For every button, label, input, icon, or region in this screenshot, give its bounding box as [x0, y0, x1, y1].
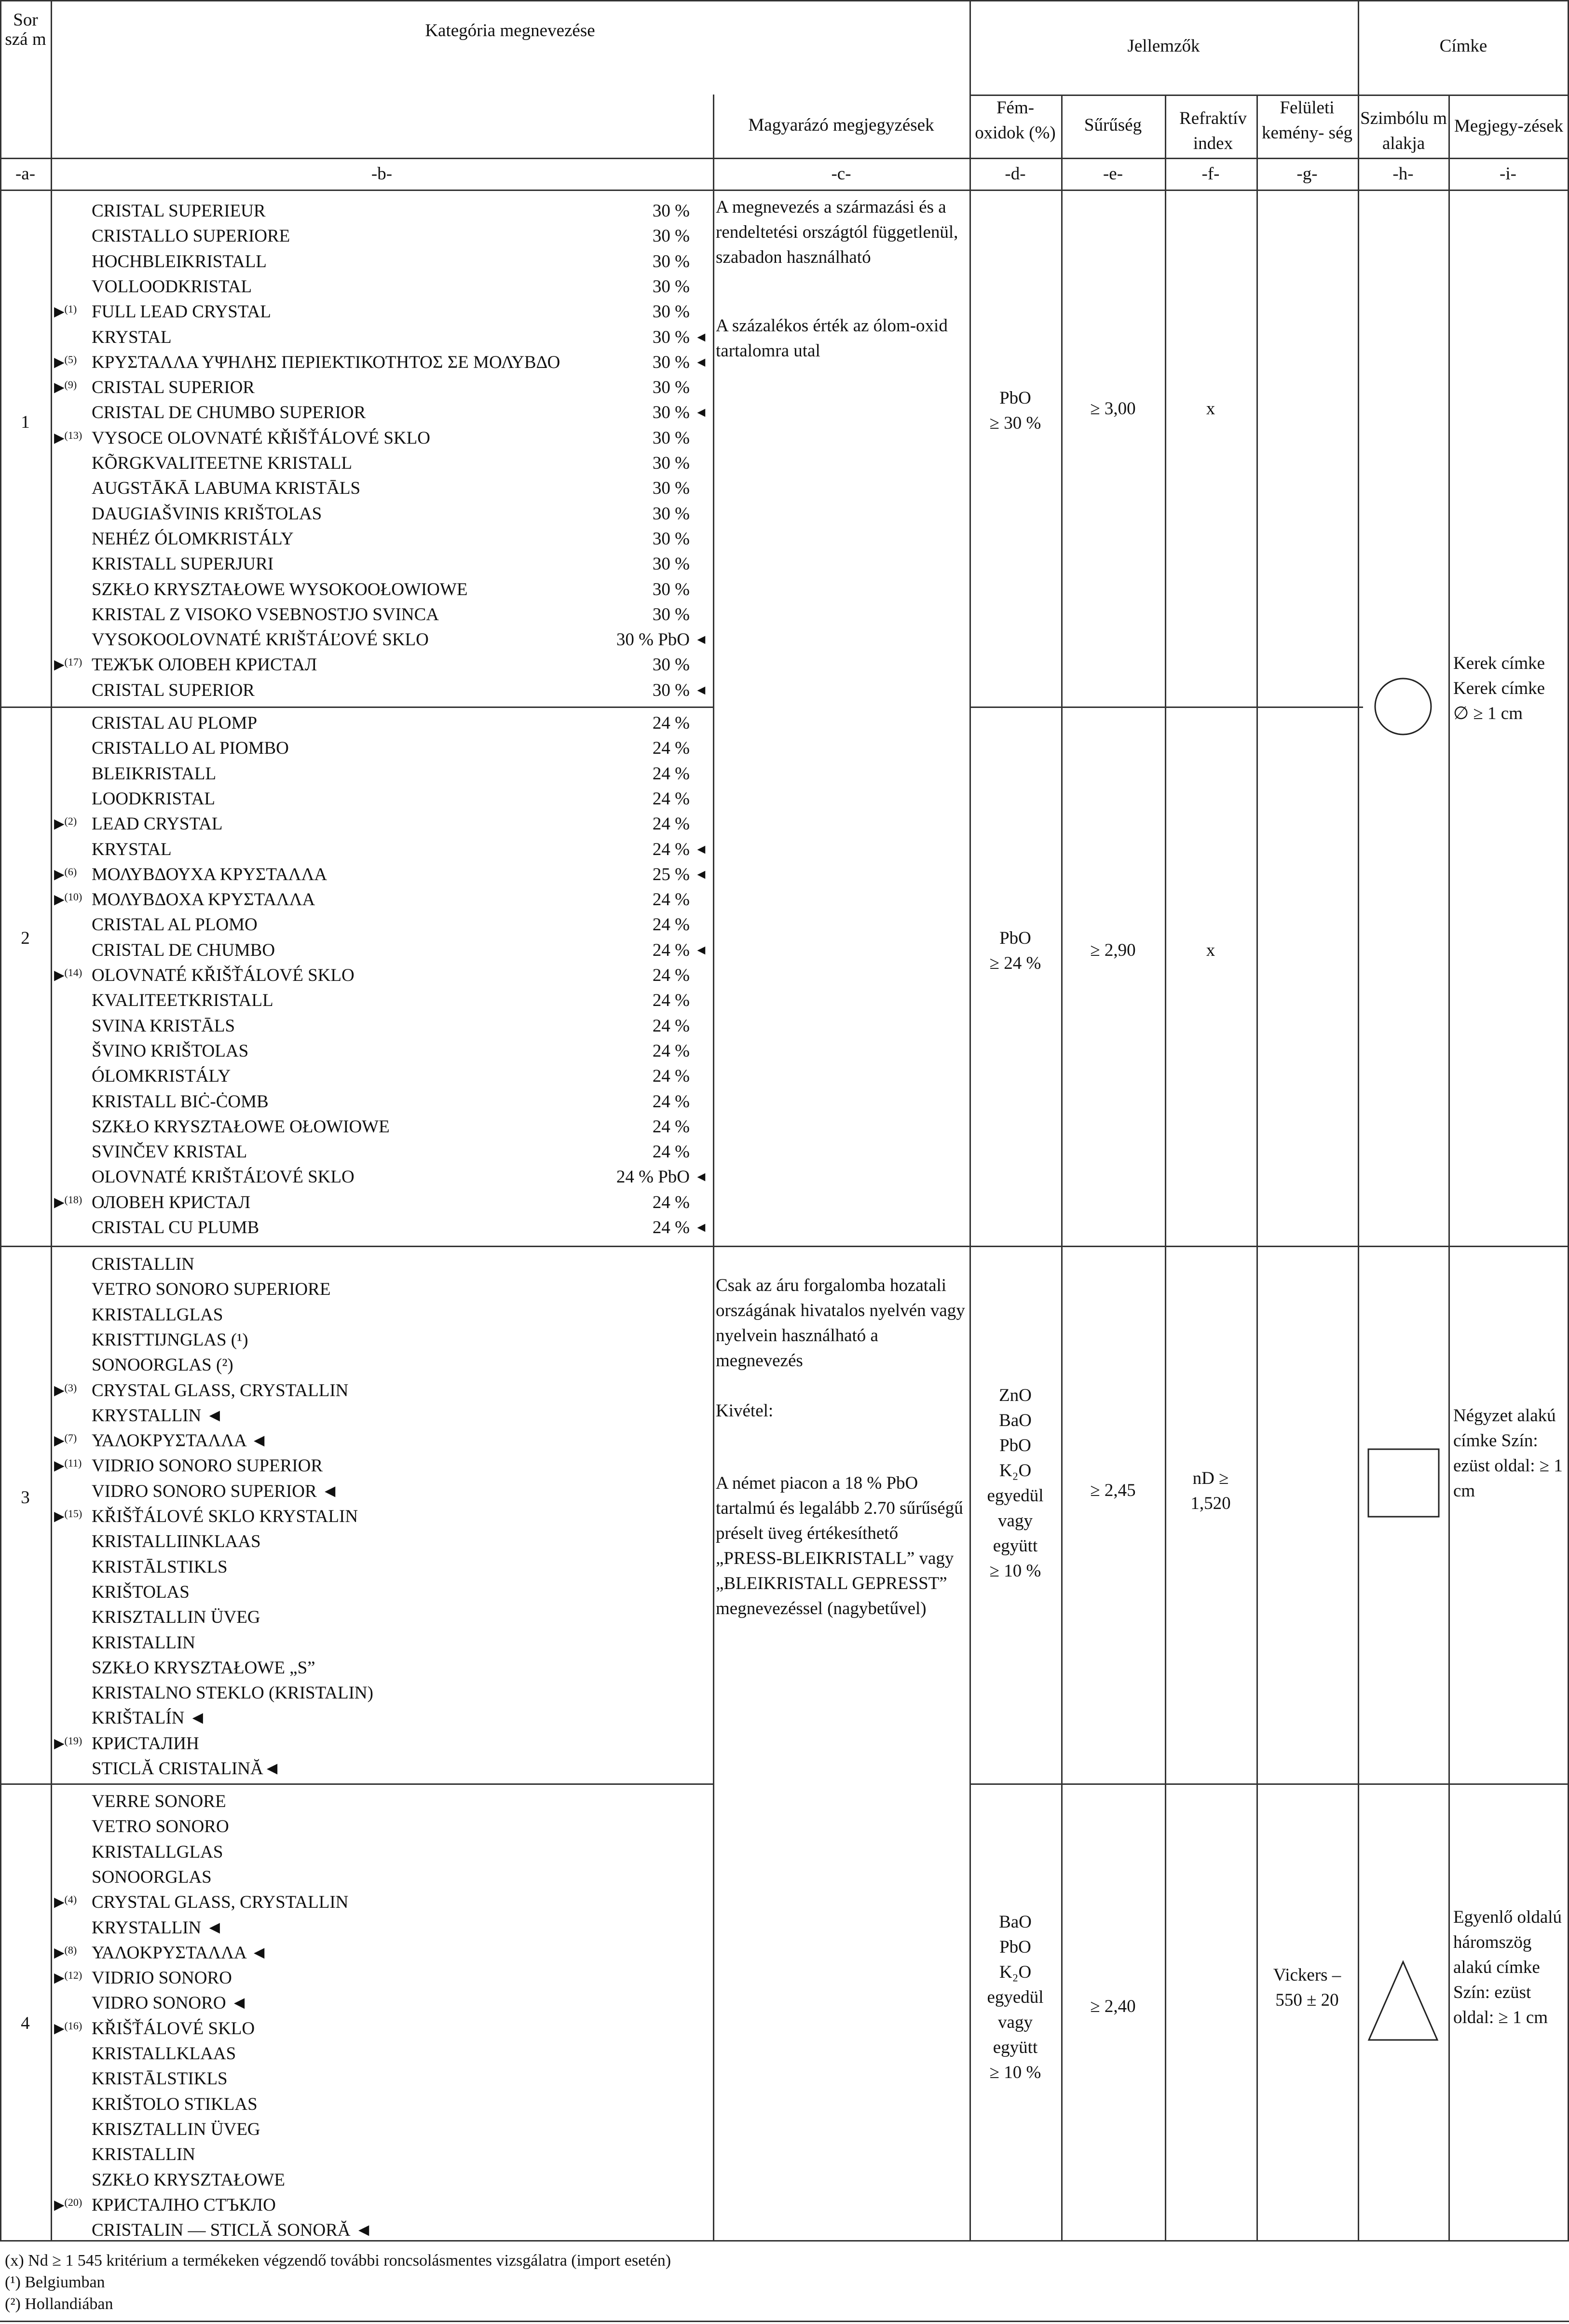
category-name: AUGSTĀKĀ LABUMA KRISTĀLS — [92, 478, 361, 499]
category-name: OLOVNATÉ KŘIŠŤÁLOVÉ SKLO — [92, 965, 355, 985]
percentage-value: 24 % PbO — [616, 1167, 690, 1187]
col-rule-h-left — [1358, 0, 1359, 2242]
footnote-marker: ▶$^{(15)}$ — [54, 1508, 82, 1524]
amendment-marker: ◄ — [695, 1169, 708, 1185]
footnote-marker: ▶$^{(4)}$ — [54, 1893, 77, 1910]
category-name: HOCHBLEIKRISTALL — [92, 251, 267, 272]
percentage-value: 30 % — [652, 276, 690, 297]
percentage-value: 25 % — [652, 864, 690, 884]
triangle-label-symbol — [1358, 1958, 1448, 2045]
category-name: КРИСТАЛИН — [92, 1733, 199, 1753]
category-name: KRISTALL SUPERJURI — [92, 554, 274, 574]
header-sorszam: Sor szá m — [5, 10, 46, 49]
amendment-marker: ◄ — [695, 405, 708, 421]
category-name: OLOVNATÉ KRIŠTÁĽOVÉ SKLO — [92, 1167, 355, 1187]
row3-bottom-rule — [0, 1783, 713, 1785]
refractive-row3: nD ≥ 1,520 — [1190, 1468, 1231, 1513]
amendment-marker: ◄ — [695, 942, 708, 958]
footnote-marker: ▶$^{(20)}$ — [54, 2196, 82, 2213]
footnote-marker: ▶$^{(9)}$ — [54, 379, 77, 395]
category-name: KRISTALLIN — [92, 1632, 195, 1653]
footnote-marker: ▶$^{(14)}$ — [54, 966, 82, 983]
oxide-line: együtt — [993, 2038, 1038, 2057]
category-name: KRISTALLGLAS — [92, 1842, 223, 1862]
col-rule-a-left — [0, 0, 1, 2242]
category-name: KRISTALLIN — [92, 2145, 195, 2165]
category-name: КРИСТАЛНО СТЪКЛО — [92, 2195, 276, 2215]
category-name: KRISZTALLIN ÜVEG — [92, 1607, 260, 1628]
header-kategoria: Kategória megnevezése — [425, 21, 595, 41]
note-row1-a: A megnevezés a származási és a rendeltetési országtól függetlenül, szabadon használható — [716, 197, 958, 267]
header-jellemzok: Jellemzők — [1127, 36, 1200, 56]
percentage-value: 24 % — [652, 1192, 690, 1212]
percentage-value: 24 % — [652, 940, 690, 960]
footnote-marker: ▶$^{(3)}$ — [54, 1381, 77, 1398]
percentage-value: 24 % — [652, 1016, 690, 1036]
category-name: CRISTAL AU PLOMP — [92, 713, 258, 733]
category-name: KRISTTIJNGLAS (¹) — [92, 1330, 248, 1350]
amendment-marker: ◄ — [695, 867, 708, 882]
percentage-value: 24 % — [652, 965, 690, 985]
category-name: KRISTĀLSTIKLS — [92, 1557, 228, 1577]
percentage-value: 24 % — [652, 991, 690, 1011]
category-name: KRISTĀLSTIKLS — [92, 2069, 228, 2089]
oxide-line: ≥ 10 % — [989, 2063, 1041, 2082]
col-letter-c: -c- — [831, 164, 851, 184]
category-name: VIDRIO SONORO SUPERIOR — [92, 1456, 323, 1476]
oxide-line: K₂O — [999, 1461, 1032, 1481]
category-name: VETRO SONORO — [92, 1817, 229, 1837]
percentage-value: 30 % — [652, 378, 690, 398]
footnote-marker: ▶$^{(18)}$ — [54, 1193, 82, 1210]
category-name: KRISTALNO STEKLO (KRISTALIN) — [92, 1683, 373, 1703]
col-rule-d-left — [969, 0, 971, 2242]
refractive-row1: x — [1206, 399, 1215, 419]
percentage-value: 24 % — [652, 1142, 690, 1162]
oxide-line: K₂O — [999, 1962, 1032, 1982]
category-name: CRISTALLO AL PIOMBO — [92, 738, 289, 759]
oxide-line: PbO — [999, 928, 1031, 948]
category-name: CRISTAL SUPERIOR — [92, 378, 255, 398]
category-name: KRYSTAL — [92, 327, 172, 347]
category-name: KŘIŠŤÁLOVÉ SKLO — [92, 2018, 255, 2039]
percentage-value: 24 % — [652, 839, 690, 859]
density-row3: ≥ 2,45 — [1090, 1481, 1136, 1500]
category-name: VIDRO SONORO SUPERIOR ◄ — [92, 1481, 339, 1501]
amendment-marker: ◄ — [695, 354, 708, 370]
footnote-marker: ▶$^{(13)}$ — [54, 429, 82, 446]
row-number: 2 — [21, 928, 30, 948]
category-name: KRISZTALLIN ÜVEG — [92, 2119, 260, 2139]
footnote-marker: ▶$^{(2)}$ — [54, 815, 77, 832]
metal-oxides-row2 — [969, 926, 1061, 976]
oxide-line: vagy — [998, 1511, 1033, 1531]
footnote-1: (¹) Belgiumban — [5, 2273, 105, 2291]
oxide-line: ≥ 24 % — [989, 953, 1041, 973]
category-name: VIDRIO SONORO — [92, 1968, 232, 1988]
category-name: CRYSTAL GLASS, CRYSTALLIN — [92, 1892, 349, 1913]
category-name: KRISTALL BIĊ-ĊOMB — [92, 1091, 269, 1112]
note-row3-a: Csak az áru forgalomba hozatali országának hivatalos nyelvén vagy nyelvein használható a megnevezés — [716, 1276, 965, 1371]
category-name: CRISTAL SUPERIEUR — [92, 201, 266, 221]
percentage-value: 30 % — [652, 478, 690, 499]
category-name: KRISTALLIINKLAAS — [92, 1532, 261, 1552]
col-rule-g-left — [1256, 95, 1258, 2242]
category-name: KRYSTALLIN ◄ — [92, 1405, 224, 1426]
percentage-value: 30 % — [652, 302, 690, 322]
header-szimbolum: Szimbólu m alakja — [1360, 109, 1447, 153]
category-name: CRISTAL DE CHUMBO — [92, 940, 275, 960]
percentage-value: 30 % PbO — [616, 630, 690, 650]
percentage-value: 24 % — [652, 890, 690, 910]
percentage-value: 24 % — [652, 1218, 690, 1237]
refractive-row2: x — [1206, 940, 1215, 960]
metal-oxides-row3 — [969, 1383, 1061, 1584]
category-name: CRISTALLO SUPERIORE — [92, 226, 290, 246]
row-number: 4 — [21, 2013, 30, 2033]
row1-bottom-rule-right — [969, 707, 1363, 708]
note-row1-b: A százalékos érték az ólom-oxid tartalomra utal — [716, 316, 948, 361]
category-name: KÕRGKVALITEETNE KRISTALL — [92, 453, 352, 473]
percentage-value: 24 % — [652, 1116, 690, 1137]
footnote-marker: ▶$^{(17)}$ — [54, 656, 82, 673]
percentage-value: 30 % — [652, 226, 690, 246]
table-top-border — [0, 0, 1569, 1]
category-name: ΥΑΛΟΚΡΥΣΤΑΛΛΑ ◄ — [92, 1431, 268, 1451]
header-magyarazo: Magyarázó megjegyzések — [748, 115, 934, 135]
footnote-marker: ▶$^{(8)}$ — [54, 1943, 77, 1960]
col-letter-a: -a- — [15, 164, 36, 184]
header-suruseg: Sűrűség — [1084, 115, 1142, 135]
percentage-value: 30 % — [652, 403, 690, 423]
category-name: SZKŁO KRYSZTAŁOWE OŁOWIOWE — [92, 1116, 390, 1137]
circle-shape-icon — [1358, 670, 1448, 743]
percentage-value: 30 % — [652, 604, 690, 625]
category-name: LEAD CRYSTAL — [92, 814, 223, 834]
square-label-symbol — [1358, 1447, 1448, 1519]
density-row1: ≥ 3,00 — [1090, 399, 1136, 419]
percentage-value: 24 % — [652, 915, 690, 935]
col-letter-e: -e- — [1103, 164, 1123, 184]
footnote-marker: ▶$^{(16)}$ — [54, 2019, 82, 2036]
percentage-value: 30 % — [652, 554, 690, 574]
category-name: KŘIŠŤÁLOVÉ SKLO KRYSTALIN — [92, 1507, 358, 1526]
category-name: SVINA KRISTĀLS — [92, 1016, 235, 1036]
category-name: VERRE SONORE — [92, 1792, 226, 1811]
oxide-line: egyedül — [987, 1987, 1044, 2007]
percentage-value: 24 % — [652, 788, 690, 809]
category-name: SVINČEV KRISTAL — [92, 1142, 247, 1162]
category-name: KRIŠTALÍN ◄ — [92, 1708, 207, 1728]
remark-square: Négyzet alakú címke Szín: ezüst oldal: ≥ 1 cm — [1453, 1406, 1563, 1501]
col-letter-h: -h- — [1392, 164, 1414, 184]
col-rule-i-left — [1448, 95, 1450, 2242]
category-name: ОЛОВЕН КРИСТАЛ — [92, 1192, 251, 1212]
note-row3-c: A német piacon a 18 % PbO tartalmú és legalább 2.70 sűrűségű préselt üveg értékesíthető „PRESS-BLEIKRISTALL” vagy „BLEIKRISTALL GEPRESST” megnevezéssel (nagybetűvel) — [716, 1473, 963, 1618]
footnote-rule — [0, 2321, 1569, 2322]
footnote-marker: ▶$^{(7)}$ — [54, 1432, 77, 1449]
category-name: ÓLOMKRISTÁLY — [92, 1066, 231, 1087]
oxide-line: BaO — [999, 1912, 1032, 1932]
footnote-marker: ▶$^{(19)}$ — [54, 1734, 82, 1751]
category-name: KVALITEETKRISTALL — [92, 991, 273, 1011]
oxide-line: PbO — [999, 1436, 1031, 1455]
category-name: CRISTALIN — STICLĂ SONORĂ ◄ — [92, 2220, 373, 2241]
category-name: FULL LEAD CRYSTAL — [92, 302, 271, 322]
percentage-value: 30 % — [652, 352, 690, 372]
category-name: BLEIKRISTALL — [92, 763, 217, 784]
row2-bottom-rule — [0, 1246, 1569, 1247]
category-name: SZKŁO KRYSZTAŁOWE — [92, 2170, 285, 2190]
letters-bottom-rule — [0, 190, 1569, 191]
amendment-marker: ◄ — [695, 329, 708, 345]
metal-oxides-row1 — [969, 386, 1061, 436]
header-bottom-rule — [0, 158, 1569, 159]
category-name: KRISTALLGLAS — [92, 1305, 223, 1325]
oxide-line: PbO — [999, 388, 1031, 408]
remark-circle: Kerek címke Kerek címke ∅ ≥ 1 cm — [1453, 653, 1545, 723]
footnote-marker: ▶$^{(1)}$ — [54, 303, 77, 320]
percentage-value: 24 % — [652, 814, 690, 834]
row3-bottom-rule-right — [969, 1783, 1569, 1785]
row1-bottom-rule — [0, 707, 713, 708]
triangle-shape-icon — [1358, 1958, 1448, 2045]
oxide-line: egyedül — [987, 1486, 1044, 1506]
category-name: CRYSTAL GLASS, CRYSTALLIN — [92, 1380, 349, 1400]
category-name: SONOORGLAS — [92, 1867, 212, 1887]
col-letter-d: -d- — [1005, 164, 1026, 184]
percentage-value: 30 % — [652, 655, 690, 675]
oxide-line: BaO — [999, 1411, 1032, 1430]
footnote-marker: ▶$^{(5)}$ — [54, 353, 77, 370]
density-row2: ≥ 2,90 — [1090, 940, 1136, 960]
category-name: CRISTALLIN — [92, 1254, 194, 1274]
percentage-value: 30 % — [652, 327, 690, 347]
footnote-x: (x) Nd ≥ 1 545 kritérium a termékeken végzendő további roncsolásmentes vizsgálatra (import esetén) — [5, 2252, 671, 2270]
category-name: SZKŁO KRYSZTAŁOWE WYSOKOOŁOWIOWE — [92, 579, 468, 599]
density-row4: ≥ 2,40 — [1090, 1997, 1136, 2016]
percentage-value: 30 % — [652, 428, 690, 448]
amendment-marker: ◄ — [695, 682, 708, 698]
category-name: CRISTAL AL PLOMO — [92, 915, 258, 935]
category-name: DAUGIAŠVINIS KRIŠTOLAS — [92, 503, 322, 524]
percentage-value: 30 % — [652, 680, 690, 700]
percentage-value: 24 % — [652, 1091, 690, 1112]
category-name: VYSOKOOLOVNATÉ KRIŠTÁĽOVÉ SKLO — [92, 630, 429, 650]
category-name: ТЕЖЪК ОЛОВЕН КРИСТАЛ — [92, 655, 317, 675]
header-femoxidok: Fém- oxidok (%) — [975, 98, 1056, 143]
percentage-value: 30 % — [652, 251, 690, 272]
row-number: 1 — [21, 412, 30, 432]
col-letter-i: -i- — [1500, 164, 1516, 184]
oxide-line: ZnO — [999, 1386, 1032, 1405]
footnote-marker: ▶$^{(12)}$ — [54, 1969, 82, 1986]
oxide-line: ≥ 30 % — [989, 413, 1041, 433]
col-rule-b-left — [51, 0, 52, 2242]
percentage-value: 24 % — [652, 1041, 690, 1061]
row-number: 3 — [21, 1488, 30, 1508]
category-name: KRISTAL Z VISOKO VSEBNOSTJO SVINCA — [92, 604, 439, 625]
percentage-value: 24 % — [652, 738, 690, 759]
oxide-line: vagy — [998, 2012, 1033, 2032]
category-name: VYSOCE OLOVNATÉ KŘIŠŤÁLOVÉ SKLO — [92, 428, 430, 448]
category-name: SONOORGLAS (²) — [92, 1355, 233, 1375]
percentage-value: 30 % — [652, 579, 690, 599]
category-name: CRISTAL SUPERIOR — [92, 680, 255, 700]
col-letter-f: -f- — [1201, 164, 1220, 184]
category-name: KRYSTAL — [92, 839, 172, 859]
percentage-value: 24 % — [652, 713, 690, 733]
header-feluleti: Felületi kemény- ség — [1261, 98, 1353, 143]
col-rule-c-left — [713, 95, 714, 2242]
percentage-value: 30 % — [652, 201, 690, 221]
percentage-value: 30 % — [652, 453, 690, 473]
amendment-marker: ◄ — [695, 632, 708, 648]
category-name: VETRO SONORO SUPERIORE — [92, 1279, 331, 1300]
category-name: LOODKRISTAL — [92, 788, 216, 809]
category-name: KRYSTALLIN ◄ — [92, 1917, 224, 1938]
category-name: CRISTAL DE CHUMBO SUPERIOR — [92, 403, 366, 423]
category-name: STICLĂ CRISTALINĂ◄ — [92, 1759, 281, 1779]
category-name: VIDRO SONORO ◄ — [92, 1993, 248, 2013]
category-name: KRISTALLKLAAS — [92, 2044, 236, 2064]
footnote-marker: ▶$^{(6)}$ — [54, 865, 77, 882]
footnote-marker: ▶$^{(10)}$ — [54, 891, 82, 908]
square-shape-icon — [1358, 1447, 1448, 1519]
category-name: ΜΟΛΥΒΔΟΥΧΑ ΚΡΥΣΤΑΛΛΑ — [92, 864, 327, 884]
circle-label-symbol — [1358, 670, 1448, 743]
header-refraktiv: Refraktív index — [1179, 109, 1247, 153]
category-name: ΜΟΛΥΒΔΟΧΑ ΚΡΥΣΤΑΛΛΑ — [92, 890, 315, 910]
category-name: KRIŠTOLO STIKLAS — [92, 2094, 258, 2114]
hardness-row4: Vickers – 550 ± 20 — [1273, 1965, 1341, 2010]
oxide-line: együtt — [993, 1536, 1038, 1556]
amendment-marker: ◄ — [695, 842, 708, 857]
oxide-line: PbO — [999, 1937, 1031, 1957]
percentage-value: 30 % — [652, 529, 690, 549]
percentage-value: 24 % — [652, 763, 690, 784]
category-name: SZKŁO KRYSZTAŁOWE „S” — [92, 1658, 315, 1678]
header-megjegyzesek: Megjegy-zések — [1454, 116, 1563, 136]
category-name: ŠVINO KRIŠTOLAS — [92, 1041, 249, 1061]
remark-triangle: Egyenlő oldalú háromszög alakú címke Szín: ezüst oldal: ≥ 1 cm — [1453, 1907, 1562, 2027]
col-letter-b: -b- — [371, 164, 393, 184]
amendment-marker: ◄ — [695, 1220, 708, 1235]
category-name: VOLLOODKRISTAL — [92, 276, 252, 297]
category-name: CRISTAL CU PLUMB — [92, 1218, 259, 1237]
header-cimke: Címke — [1439, 36, 1487, 56]
category-name: NEHÉZ ÓLOMKRISTÁLY — [92, 529, 294, 549]
category-name: ΥΑΛΟΚΡΥΣΤΑΛΛΑ ◄ — [92, 1943, 268, 1963]
metal-oxides-row4 — [969, 1910, 1061, 2085]
col-letter-g: -g- — [1296, 164, 1318, 184]
footnote-2: (²) Hollandiában — [5, 2295, 113, 2313]
percentage-value: 24 % — [652, 1066, 690, 1087]
category-name: KRIŠTOLAS — [92, 1582, 190, 1602]
oxide-line: ≥ 10 % — [989, 1561, 1041, 1581]
note-row3-b: Kivétel: — [716, 1401, 774, 1421]
footnote-marker: ▶$^{(11)}$ — [54, 1457, 82, 1474]
category-name: ΚΡΥΣΤΑΛΛΑ ΥΨΗΛΗΣ ΠΕΡΙΕΚΤΙΚΟΤΗΤΟΣ ΣΕ ΜΟΛΥΒΔΟ — [92, 352, 560, 372]
percentage-value: 30 % — [652, 503, 690, 524]
